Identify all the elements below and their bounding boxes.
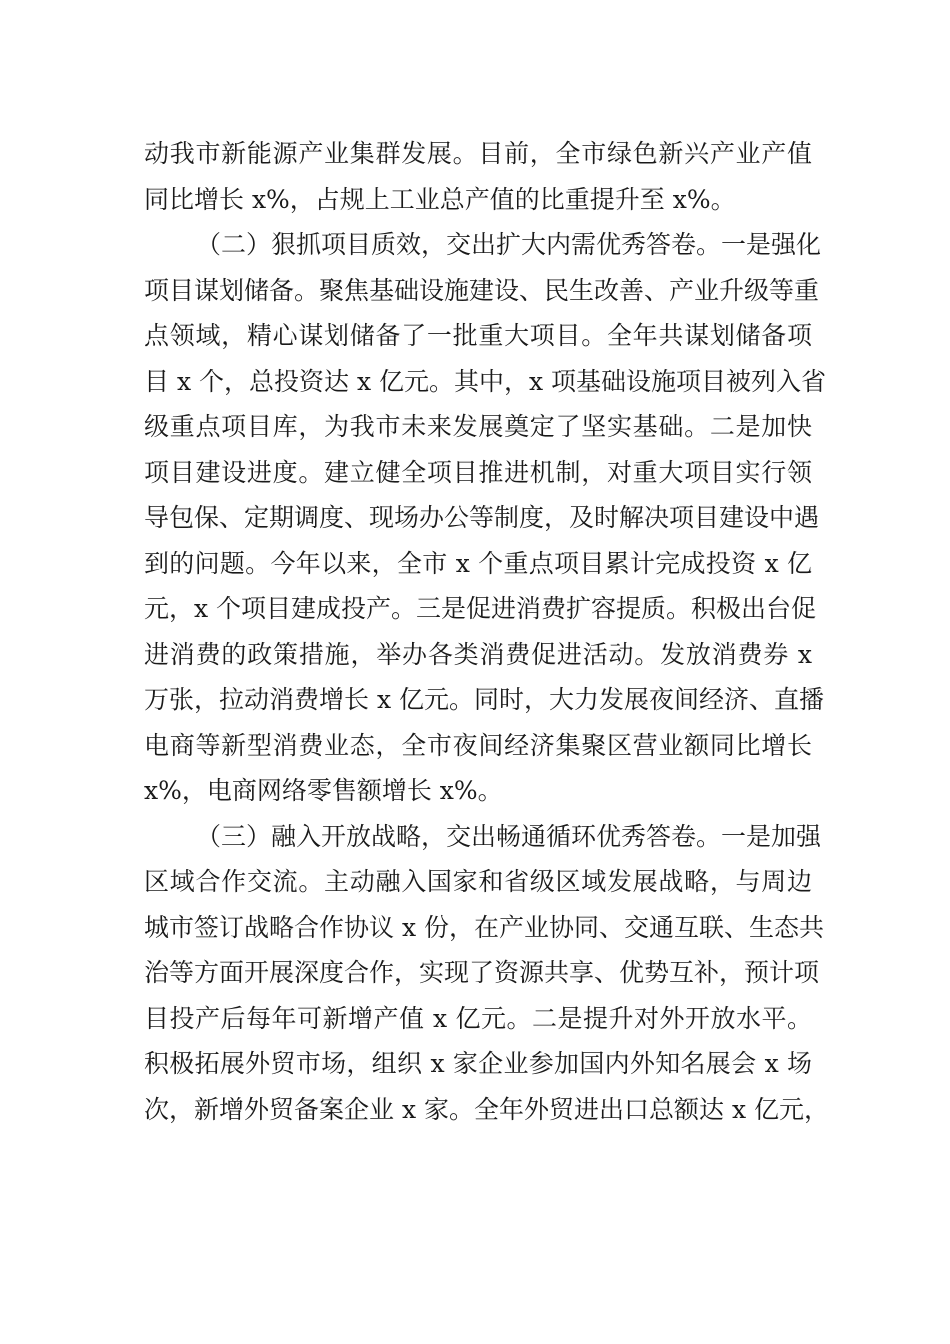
text-line: 电商等新型消费业态，全市夜间经济集聚区营业额同比增长 [144,730,812,760]
text-line: 万张，拉动消费增长 x 亿元。同时，大力发展夜间经济、直播 [144,685,824,714]
text-line: 同比增长 x%，占规上工业总产值的比重提升至 x%。 [144,184,736,214]
text-line: 目 x 个，总投资达 x 亿元。其中，x 项基础设施项目被列入省 [144,366,827,396]
section-heading-line: （二）狠抓项目质效，交出扩大内需优秀答卷。一是强化 [196,230,822,259]
text-line: 动我市新能源产业集群发展。目前，全市绿色新兴产业产值 [144,139,812,168]
text-line: 进消费的政策措施，举办各类消费促进活动。发放消费券 x [144,639,812,669]
text-line: 区域合作交流。主动融入国家和省级区域发展战略，与周边 [144,867,812,896]
section-heading-line: （三）融入开放战略，交出畅通循环优秀答卷。一是加强 [196,821,822,851]
text-line: 到的问题。今年以来，全市 x 个重点项目累计完成投资 x 亿 [144,548,812,578]
text-line: 积极拓展外贸市场，组织 x 家企业参加国内外知名展会 x 场 [144,1049,812,1078]
text-line: 城市签订战略合作协议 x 份，在产业协同、交通互联、生态共 [144,912,824,942]
text-line: 元，x 个项目建成投产。三是促进消费扩容提质。积极出台促 [144,594,817,623]
text-line: x%，电商网络零售额增长 x%。 [144,776,503,805]
body-text [144,131,829,1132]
text-line: 项目谋划储备。聚焦基础设施建设、民生改善、产业升级等重 [144,275,820,305]
text-line: 级重点项目库，为我市未来发展奠定了坚实基础。二是加快 [144,412,812,441]
text-line: 次，新增外贸备案企业 x 家。全年外贸进出口总额达 x 亿元， [144,1094,829,1124]
text-line: 项目建设进度。建立健全项目推进机制，对重大项目实行领 [144,457,812,487]
text-line: 点领域，精心谋划储备了一批重大项目。全年共谋划储备项 [144,321,812,350]
text-line: 目投产后每年可新增产值 x 亿元。二是提升对外开放水平。 [144,1003,812,1033]
text-line: 治等方面开展深度合作，实现了资源共享、优势互补，预计项 [144,958,820,987]
text-line: 导包保、定期调度、现场办公等制度，及时解决项目建设中遇 [144,503,820,532]
